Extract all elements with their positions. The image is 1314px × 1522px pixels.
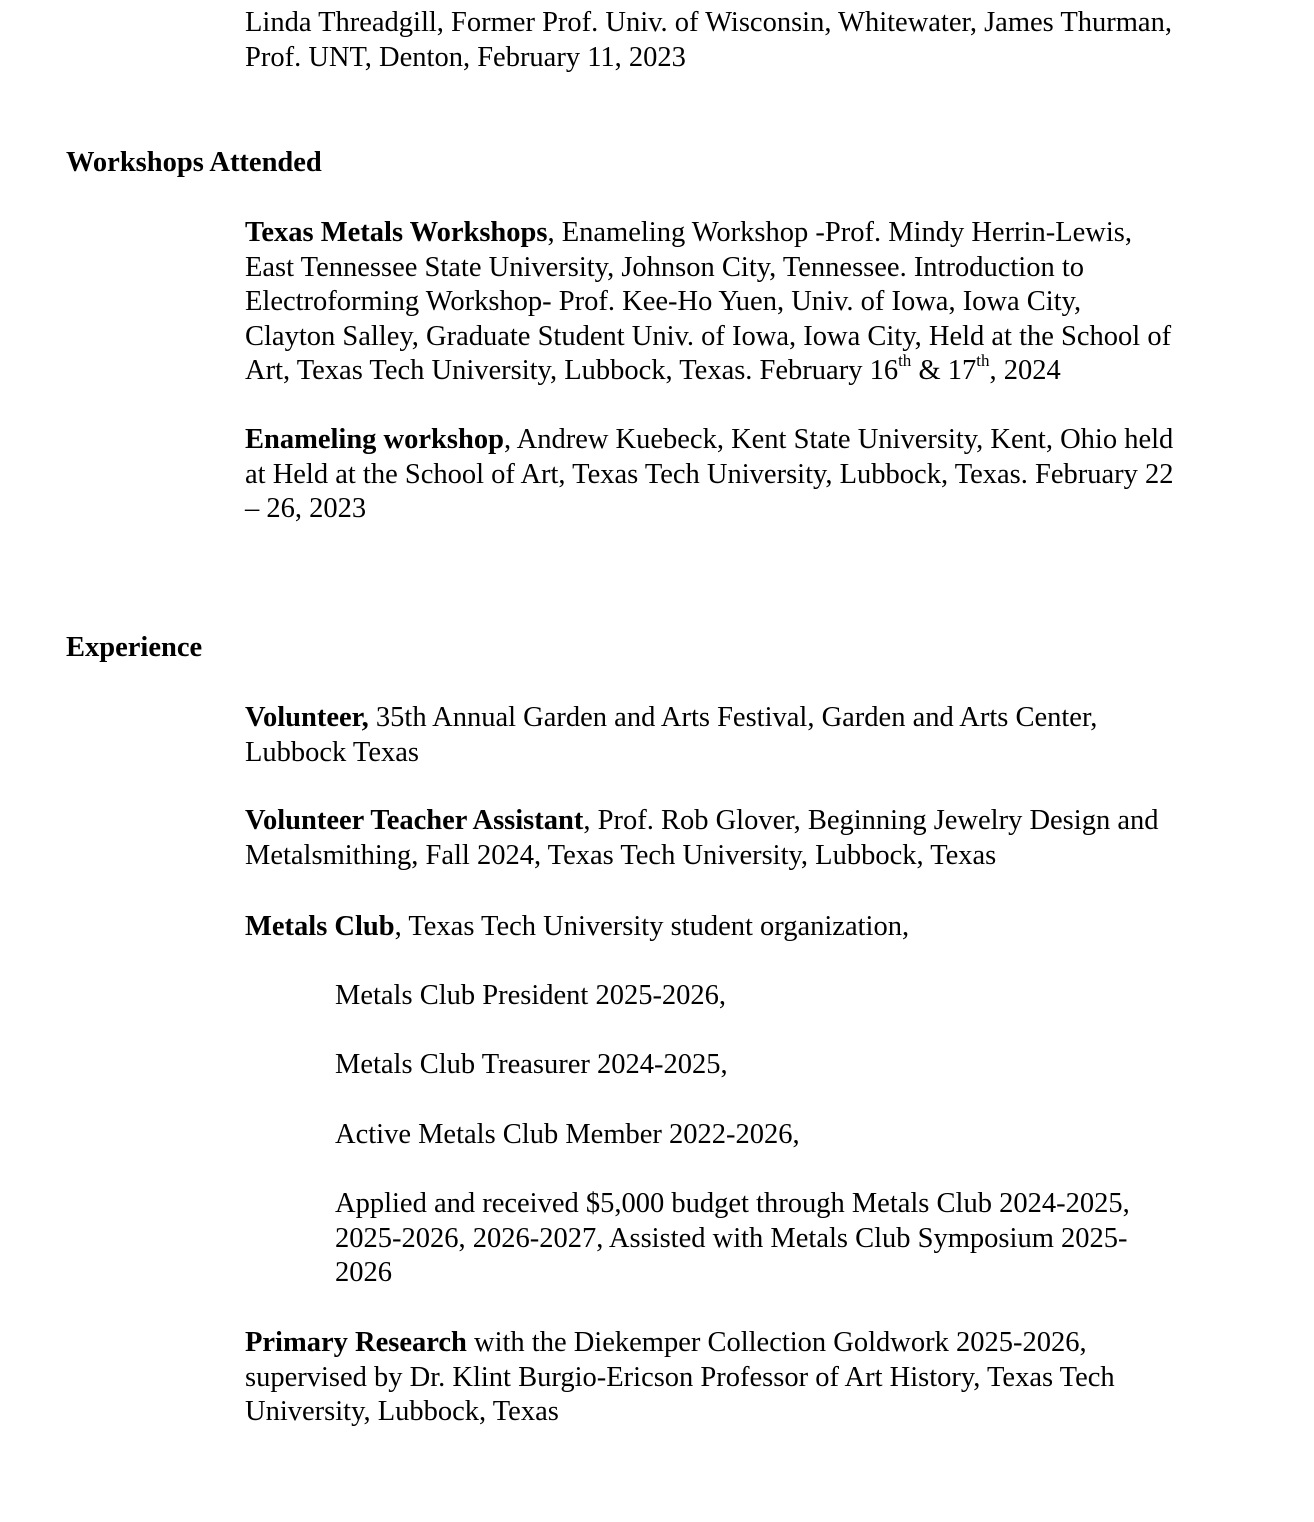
entry-line: Metalsmithing, Fall 2024, Texas Tech University, Lubbock, Texas	[245, 839, 997, 871]
entry-line: Clayton Salley, Graduate Student Univ. of Iowa, Iowa City, Held at the School of	[245, 320, 1172, 352]
entry-line: Applied and received $5,000 budget through Metals Club 2024-2025,	[335, 1188, 1130, 1219]
entry-line: supervised by Dr. Klint Burgio-Ericson Professor of Art History, Texas Tech	[245, 1361, 1115, 1393]
entry-title: Primary Research	[245, 1327, 467, 1358]
top-entry-line: Linda Threadgill, Former Prof. Univ. of Wisconsin, Whitewater, James Thurman,	[245, 7, 1172, 38]
entry-line: Lubbock Texas	[245, 736, 419, 768]
primary-research-entry	[245, 1326, 1245, 1430]
metals-club-treasurer: Metals Club Treasurer 2024-2025,	[335, 1049, 728, 1080]
entry-line	[245, 804, 1245, 839]
entry-line	[245, 423, 1245, 458]
teacher-assistant-entry	[245, 804, 1245, 873]
entry-text: Art, Texas Tech University, Lubbock, Texas. February 16	[245, 355, 899, 387]
entry-line	[245, 910, 1245, 945]
metals-club-budget	[335, 1187, 1215, 1291]
entry-text: , Prof. Rob Glover, Beginning Jewelry Design and	[583, 805, 1159, 836]
volunteer-entry	[245, 701, 1245, 770]
entry-line: East Tennessee State University, Johnson City, Tennessee. Introduction to	[245, 251, 1084, 283]
entry-line: University, Lubbock, Texas	[245, 1396, 559, 1428]
entry-line: Electroforming Workshop- Prof. Kee-Ho Yuen, Univ. of Iowa, Iowa City,	[245, 286, 1082, 318]
entry-title: Volunteer Teacher Assistant	[245, 805, 584, 836]
entry-line: at Held at the School of Art, Texas Tech University, Lubbock, Texas. February 22	[245, 458, 1174, 490]
texas-metals-entry	[245, 216, 1245, 389]
entry-line: – 26, 2023	[245, 493, 367, 525]
entry-text: , 2024	[989, 355, 1061, 387]
entry-text: 35th Annual Garden and Arts Festival, Garden and Arts Center,	[368, 702, 1098, 733]
entry-line: 2026	[335, 1257, 392, 1289]
entry-text: , Texas Tech University student organization,	[394, 911, 910, 942]
metals-club-member: Active Metals Club Member 2022-2026,	[335, 1119, 800, 1150]
entry-line	[245, 216, 1245, 251]
entry-line	[245, 1326, 1245, 1361]
entry-title: Texas Metals Workshops	[245, 217, 548, 248]
entry-line: 2025-2026, 2026-2027, Assisted with Metals Club Symposium 2025-	[335, 1222, 1128, 1254]
entry-text: , Andrew Kuebeck, Kent State University, Kent, Ohio held	[503, 424, 1174, 455]
entry-title: Volunteer,	[245, 702, 369, 733]
metals-club-president: Metals Club President 2025-2026,	[335, 980, 727, 1011]
experience-heading: Experience	[66, 632, 203, 663]
entry-text: & 17	[911, 355, 977, 387]
top-entry	[245, 6, 1245, 75]
metals-club-entry	[245, 910, 1245, 945]
entry-line	[245, 701, 1245, 736]
top-entry-line: Prof. UNT, Denton, February 11, 2023	[245, 41, 686, 73]
entry-title: Metals Club	[245, 911, 395, 942]
workshops-heading: Workshops Attended	[66, 147, 322, 178]
enameling-entry	[245, 423, 1245, 527]
entry-text: with the Diekemper Collection Goldwork 2025-2026,	[466, 1327, 1087, 1358]
entry-title: Enameling workshop	[245, 424, 504, 455]
entry-line	[245, 350, 1245, 389]
ordinal-suffix: th	[898, 350, 912, 370]
ordinal-suffix: th	[976, 350, 990, 370]
entry-text: , Enameling Workshop -Prof. Mindy Herrin-Lewis,	[547, 217, 1132, 248]
